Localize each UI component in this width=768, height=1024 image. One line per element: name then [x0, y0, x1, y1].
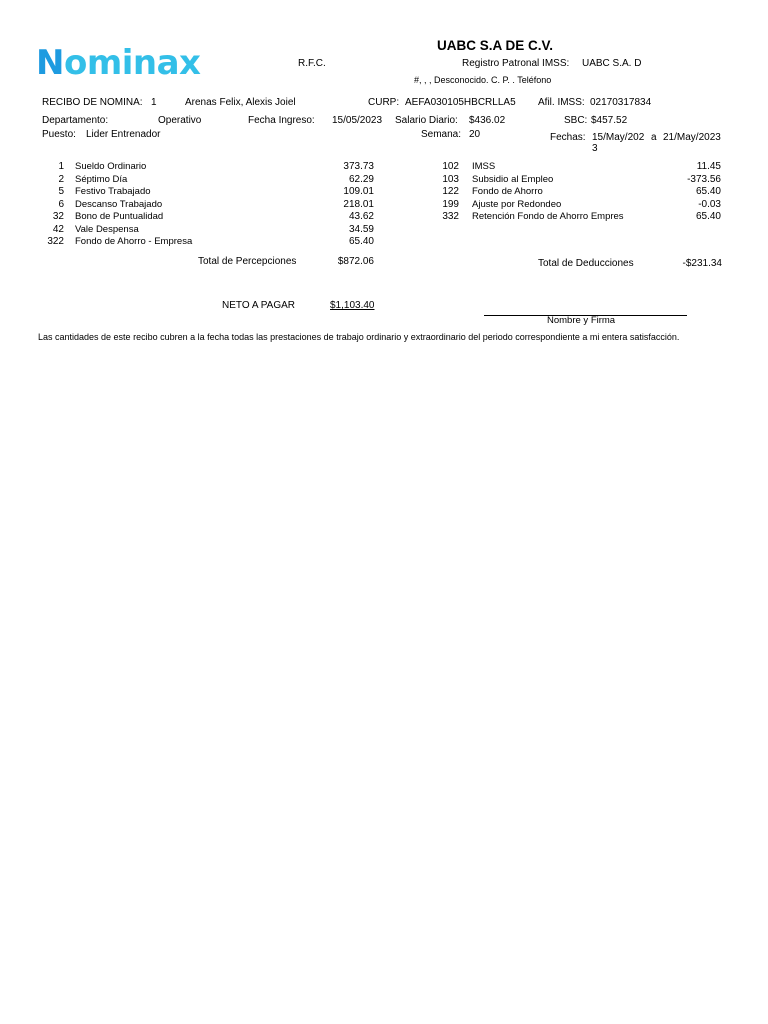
neto-value: $1,103.40	[330, 300, 375, 311]
departamento-value: Operativo	[158, 115, 202, 126]
curp-value: AEFA030105HBCRLLA5	[405, 97, 516, 108]
deduccion-row-code: 102	[442, 161, 459, 172]
percepcion-row-code: 322	[47, 236, 64, 247]
fecha-fin: 21/May/2023	[663, 132, 721, 143]
signature-label: Nombre y Firma	[547, 315, 616, 326]
salario-diario-value: $436.02	[469, 115, 506, 126]
fecha-separator: a	[651, 132, 657, 143]
total-percepciones-value: $872.06	[337, 256, 374, 267]
percepcion-row-concept: Sueldo Ordinario	[75, 161, 147, 172]
percepcion-row-concept: Fondo de Ahorro - Empresa	[75, 236, 193, 247]
fecha-ingreso-value: 15/05/2023	[332, 115, 383, 126]
recibo-label: RECIBO DE NOMINA:	[42, 97, 143, 108]
deduccion-row-amount: 65.40	[695, 211, 721, 222]
puesto-value: Lider Entrenador	[86, 129, 161, 140]
semana-value: 20	[469, 129, 481, 140]
registro-patronal-label: Registro Patronal IMSS:	[462, 58, 570, 69]
percepcion-row-code: 6	[58, 198, 64, 210]
percepcion-row-code: 32	[52, 211, 64, 222]
puesto-label: Puesto:	[42, 129, 76, 140]
percepcion-row-concept: Séptimo Día	[75, 173, 128, 185]
percepcion-row-code: 5	[58, 186, 64, 197]
curp-label: CURP:	[368, 97, 400, 108]
employee-name: Arenas Felix, Alexis Joiel	[185, 97, 296, 108]
deduccion-row-concept: Ajuste por Redondeo	[472, 198, 562, 210]
total-deducciones-label: Total de Deducciones	[538, 258, 634, 269]
sbc-label: SBC:	[564, 115, 588, 126]
legend-text: Las cantidades de este recibo cubren a la fecha todas las prestaciones de trabajo ordinario y extraordinario del periodo correspondiente a mi entera satisfacción.	[38, 332, 680, 342]
deduccion-row-concept: Fondo de Ahorro	[472, 186, 543, 197]
percepcion-row-concept: Vale Despensa	[75, 223, 139, 235]
departamento-label: Departamento:	[42, 115, 109, 126]
percepcion-row-concept: Descanso Trabajado	[75, 198, 163, 210]
total-deducciones-value: -$231.34	[682, 258, 722, 269]
deduccion-row-concept: IMSS	[472, 161, 496, 172]
company-name: UABC S.A DE C.V.	[437, 38, 554, 53]
percepcion-row-amount: 373.73	[343, 161, 374, 172]
deduccion-row-concept: Subsidio al Empleo	[472, 173, 554, 185]
percepcion-row-amount: 62.29	[348, 173, 374, 185]
percepcion-row-concept: Festivo Trabajado	[75, 186, 151, 197]
company-address: #, , , Desconocido. C. P. . Teléfono	[414, 75, 552, 85]
fecha-inicio: 15/May/202	[592, 132, 645, 143]
deduccion-row-code: 122	[442, 186, 459, 197]
fechas-label: Fechas:	[550, 132, 586, 143]
fecha-inicio-cont: 3	[592, 143, 598, 154]
logo-wordmark: Nominax	[36, 43, 201, 83]
deduccion-row-amount: -373.56	[687, 173, 721, 185]
percepcion-row-amount: 34.59	[348, 223, 374, 235]
recibo-value: 1	[151, 97, 157, 108]
salario-diario-label: Salario Diario:	[395, 115, 458, 126]
percepcion-row-concept: Bono de Puntualidad	[75, 211, 164, 222]
deduccion-row-code: 103	[442, 173, 459, 185]
percepcion-row-code: 1	[58, 161, 64, 172]
registro-patronal-value: UABC S.A. D	[582, 58, 642, 69]
percepcion-row-amount: 218.01	[343, 198, 374, 210]
afil-imss-value: 02170317834	[590, 97, 652, 108]
deduccion-row-concept: Retención Fondo de Ahorro Empres	[472, 211, 624, 222]
percepcion-row-amount: 65.40	[348, 236, 374, 247]
percepcion-row-code: 42	[52, 223, 64, 235]
total-percepciones-label: Total de Percepciones	[198, 256, 297, 267]
deduccion-row-amount: 65.40	[695, 186, 721, 197]
deduccion-row-amount: -0.03	[698, 198, 721, 210]
fecha-ingreso-label: Fecha Ingreso:	[248, 115, 315, 126]
percepcion-row-amount: 109.01	[343, 186, 374, 197]
deduccion-row-code: 199	[442, 198, 459, 210]
rfc-label: R.F.C.	[298, 58, 326, 69]
deduccion-row-amount: 11.45	[696, 161, 721, 172]
percepcion-row-code: 2	[58, 173, 64, 185]
sbc-value: $457.52	[591, 115, 628, 126]
semana-label: Semana:	[421, 129, 462, 140]
neto-label: NETO A PAGAR	[222, 300, 295, 311]
nominax-logo	[36, 42, 216, 84]
percepcion-row-amount: 43.62	[348, 211, 374, 222]
afil-imss-label: Afil. IMSS:	[538, 97, 585, 108]
deduccion-row-code: 332	[442, 211, 459, 222]
